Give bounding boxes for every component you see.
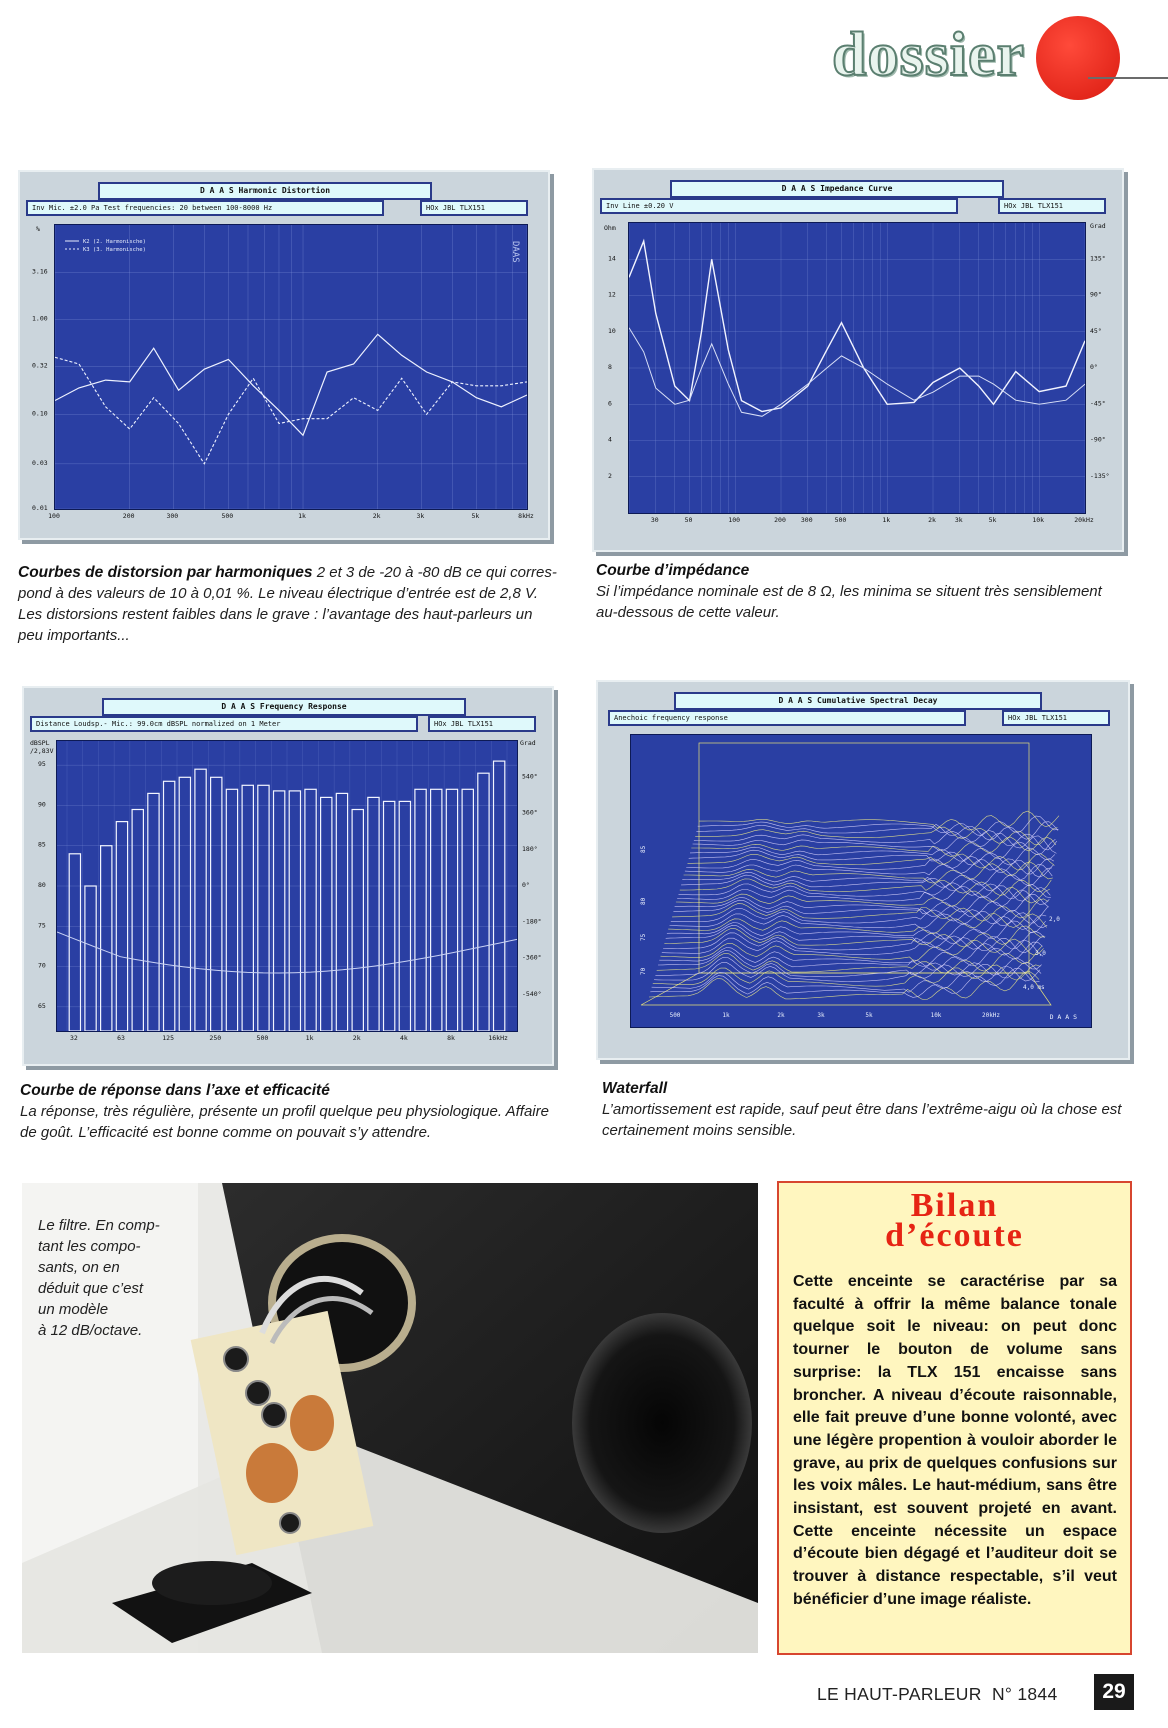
y-tick-label: 90 bbox=[38, 800, 46, 809]
y-tick-label: 80 bbox=[640, 897, 647, 905]
x-tick-label: 8k bbox=[447, 1034, 455, 1042]
caption-line: L’amortissement est rapide, sauf peut être dans l’extrême-aigu où la chose est bbox=[602, 1101, 1122, 1118]
y-tick-label: 14 bbox=[608, 254, 616, 263]
y2-tick-label: -540° bbox=[522, 989, 542, 998]
k2-series-line bbox=[55, 334, 527, 435]
harmonic-caption bbox=[18, 562, 558, 646]
y-unit-left: Ohm bbox=[604, 224, 616, 232]
y2-tick-label: 45° bbox=[1090, 326, 1102, 335]
section-title: dossier bbox=[832, 21, 1025, 89]
dossier-red-circle bbox=[1036, 16, 1120, 100]
x-tick-label: 100 bbox=[48, 512, 60, 520]
bilan-text: Cette enceinte se caractérise par sa faculté à offrir la même balance tonale quelque soit le niveau: on peut donc tourner le bouton de volume sans surprise: la TLX 151 encaisse sans broncher. A niveau d’écoute raisonnable, elle fait preuve d’une bonne volonté, avec une légère propention à vouloir aborder le grave, au prix de quelques confusions sur les voix mâles. Le haut-médium, sans être insistant, est souvent projeté en avant. Cette enceinte nécessite un espace d’écoute bien dégagé et l’auditeur doit se trouver à distance respectable, s’il veut bénéficier d’une image réaliste. bbox=[793, 1273, 1117, 1608]
y-tick-label: 6 bbox=[608, 399, 612, 408]
x-tick-label: 500 bbox=[221, 512, 234, 520]
legend-k2: K2 (2. Harmonische) bbox=[83, 239, 146, 245]
x-tick-label: 500 bbox=[669, 1012, 681, 1019]
x-tick-label: 1k bbox=[305, 1034, 314, 1042]
x-tick-label: 10k bbox=[930, 1012, 942, 1019]
y2-tick-label: -90° bbox=[1090, 435, 1106, 444]
panel-info-right: HOx JBL TLX151 bbox=[420, 200, 528, 216]
crossover-photo bbox=[22, 1183, 758, 1653]
y-unit-label: % bbox=[36, 225, 40, 233]
x-tick-label: 16kHz bbox=[488, 1034, 508, 1042]
frequency-bar bbox=[195, 769, 206, 1031]
x-tick-label: 2k bbox=[777, 1012, 785, 1019]
caption-title: Courbe d’impédance bbox=[596, 562, 750, 579]
photo-caption-line: déduit que c’est bbox=[38, 1280, 144, 1297]
photo-caption-line: un modèle bbox=[38, 1301, 109, 1318]
frequency-plot-area bbox=[56, 740, 518, 1032]
frequency-bar bbox=[384, 801, 395, 1031]
x-tick-label: 63 bbox=[117, 1034, 125, 1042]
waterfall-caption bbox=[602, 1078, 1142, 1141]
frequency-bar bbox=[211, 777, 222, 1031]
y-tick-label: 0.32 bbox=[32, 361, 48, 370]
y-tick-label: 75 bbox=[38, 921, 46, 930]
y-tick-label: 80 bbox=[38, 881, 46, 889]
frequency-bar bbox=[462, 789, 473, 1031]
panel-title: D A A S Cumulative Spectral Decay bbox=[674, 692, 1042, 710]
caption-title: Waterfall bbox=[602, 1080, 668, 1097]
y2-tick-label: 90° bbox=[1090, 290, 1102, 299]
legend-k3: K3 (3. Harmonische) bbox=[83, 247, 146, 253]
frequency-bar bbox=[274, 791, 285, 1031]
x-tick-label: 5k bbox=[471, 512, 480, 520]
x-tick-label: 32 bbox=[69, 1034, 78, 1042]
bilan-title bbox=[779, 1187, 1130, 1254]
y-tick-label: 3.16 bbox=[32, 267, 48, 276]
y2-tick-label: 0° bbox=[1090, 363, 1098, 371]
bilan-title-line2: d’écoute bbox=[885, 1217, 1024, 1254]
waterfall-panel bbox=[596, 680, 1130, 1060]
panel-info-right: HOx JBL TLX151 bbox=[1002, 710, 1110, 726]
x-tick-label: 200 bbox=[774, 516, 786, 524]
x-tick-label: 125 bbox=[162, 1034, 175, 1042]
time-tick-label: 2,0 bbox=[1049, 916, 1060, 923]
frequency-bar bbox=[415, 789, 426, 1031]
x-tick-label: 3k bbox=[954, 516, 963, 524]
caption-line: de goût. L’efficacité est bonne comme on pouvait s’y attendre. bbox=[20, 1124, 432, 1141]
svg-text:/2,83V: /2,83V bbox=[30, 747, 54, 755]
y-tick-label: 70 bbox=[640, 967, 647, 975]
x-tick-label: 5k bbox=[865, 1012, 873, 1019]
frequency-bar bbox=[478, 773, 489, 1031]
frequency-bar bbox=[399, 801, 410, 1031]
y2-tick-label: 0° bbox=[522, 881, 530, 889]
x-tick-label: 200 bbox=[122, 512, 135, 520]
time-tick-label: 4,0 ms bbox=[1023, 984, 1045, 991]
caption-line: peu importants... bbox=[18, 627, 130, 644]
x-tick-label: 3k bbox=[817, 1012, 825, 1019]
x-tick-label: 300 bbox=[800, 516, 813, 524]
x-tick-label: 30 bbox=[650, 516, 659, 524]
y2-tick-label: -135° bbox=[1090, 471, 1110, 480]
caption-line: La réponse, très régulière, présente un profil quelque peu physiologique. Affaire bbox=[20, 1103, 549, 1120]
frequency-bar bbox=[226, 789, 237, 1031]
caption-title: Courbes de distorsion par harmoniques bbox=[18, 564, 313, 581]
frequency-bar bbox=[242, 785, 253, 1031]
y2-tick-label: 540° bbox=[522, 772, 538, 781]
panel-title: D A A S Harmonic Distortion bbox=[98, 182, 432, 200]
x-tick-label: 2k bbox=[928, 516, 936, 524]
photo-caption-line: tant les compo- bbox=[38, 1238, 141, 1255]
time-tick-label: 3,0 bbox=[1035, 950, 1046, 957]
harmonic-distortion-panel bbox=[18, 170, 550, 540]
y-unit-left: dBSPL bbox=[30, 739, 50, 747]
caption-line: pond à des valeurs de 10 à 0,01 %. Le niveau électrique d’entrée est de 2,8 V. bbox=[18, 585, 539, 602]
panel-info-left: Distance Loudsp.- Mic.: 99.0cm dBSPL normalized on 1 Meter bbox=[30, 716, 418, 732]
caption-title: Courbe de réponse dans l’axe et efficacité bbox=[20, 1082, 330, 1099]
bilan-title-line1: Bilan bbox=[910, 1187, 999, 1224]
frequency-bar bbox=[85, 886, 96, 1031]
panel-info-left: Anechoic frequency response bbox=[608, 710, 966, 726]
x-tick-label: 20kHz bbox=[981, 1012, 1001, 1019]
y2-tick-label: -45° bbox=[1090, 399, 1106, 408]
x-tick-label: 500 bbox=[834, 516, 847, 524]
frequency-bar bbox=[289, 791, 300, 1031]
y-tick-label: 85 bbox=[38, 840, 46, 849]
harmonic-plot-area bbox=[54, 224, 528, 510]
caption-body: 2 et 3 de -20 à -80 dB ce qui corres- bbox=[312, 564, 557, 581]
y-tick-label: 95 bbox=[38, 760, 46, 769]
frequency-bar bbox=[352, 810, 363, 1032]
y-tick-label: 4 bbox=[608, 435, 612, 444]
frequency-caption bbox=[20, 1080, 560, 1143]
y-tick-label: 70 bbox=[38, 961, 46, 970]
svg-text:DAAS: DAAS bbox=[510, 241, 520, 263]
y-tick-label: 8 bbox=[608, 363, 612, 371]
photo-caption-line: à 12 dB/octave. bbox=[38, 1322, 143, 1339]
frequency-bar bbox=[148, 793, 159, 1031]
x-tick-label: 10k bbox=[1032, 516, 1045, 524]
bilan-ecoute-box bbox=[777, 1181, 1132, 1655]
frequency-bar bbox=[446, 789, 457, 1031]
impedance-plot-area bbox=[628, 222, 1086, 514]
y-tick-label: 1.00 bbox=[32, 314, 48, 323]
y-tick-label: 0.03 bbox=[32, 458, 48, 467]
caption-line: Les distorsions restent faibles dans le grave : l’avantage des haut-parleurs un bbox=[18, 606, 533, 623]
panel-info-right: HOx JBL TLX151 bbox=[428, 716, 536, 732]
x-tick-label: 1k bbox=[722, 1012, 730, 1019]
frequency-response-panel bbox=[22, 686, 554, 1066]
panel-title: D A A S Frequency Response bbox=[102, 698, 466, 716]
panel-info-right: HOx JBL TLX151 bbox=[998, 198, 1106, 214]
frequency-bar bbox=[101, 846, 112, 1031]
y-tick-label: 75 bbox=[640, 933, 647, 941]
x-tick-label: 3k bbox=[416, 512, 425, 520]
y-tick-label: 85 bbox=[640, 845, 647, 853]
panel-title: D A A S Impedance Curve bbox=[670, 180, 1004, 198]
impedance-caption bbox=[596, 560, 1136, 623]
x-tick-label: 2k bbox=[372, 512, 381, 520]
x-tick-label: 1k bbox=[298, 512, 306, 520]
header-rule bbox=[1088, 77, 1168, 79]
page-number: 29 bbox=[1094, 1674, 1134, 1710]
x-tick-label: 50 bbox=[684, 516, 693, 524]
frequency-bar bbox=[431, 789, 442, 1031]
caption-line: au-dessous de cette valeur. bbox=[596, 604, 780, 621]
frequency-bar bbox=[258, 785, 269, 1031]
panel-info-left: Inv Mic. ±2.0 Pa Test frequencies: 20 between 100-8000 Hz bbox=[26, 200, 384, 216]
x-tick-label: 4k bbox=[399, 1034, 408, 1042]
caption-line: Si l’impédance nominale est de 8 Ω, les minima se situent très sensiblement bbox=[596, 583, 1102, 600]
y2-tick-label: 135° bbox=[1090, 254, 1106, 263]
photo-caption-line: sants, on en bbox=[38, 1259, 120, 1276]
y-unit-right: Grad bbox=[520, 739, 536, 747]
x-tick-label: 20kHz bbox=[1074, 516, 1094, 524]
waterfall-plot-area bbox=[630, 734, 1092, 1028]
frequency-bar bbox=[336, 793, 347, 1031]
frequency-bar bbox=[368, 797, 379, 1031]
y-tick-label: 65 bbox=[38, 1001, 46, 1010]
x-tick-label: 250 bbox=[209, 1034, 222, 1042]
y-tick-label: 10 bbox=[608, 326, 616, 335]
x-tick-label: 300 bbox=[166, 512, 179, 520]
frequency-bar bbox=[179, 777, 190, 1031]
y2-tick-label: 360° bbox=[522, 808, 538, 817]
panel-info-left: Inv Line ±0.20 V bbox=[600, 198, 958, 214]
x-tick-label: 100 bbox=[728, 516, 741, 524]
impedance-magnitude-line bbox=[629, 241, 1085, 411]
brand-label: D A A S bbox=[1049, 1013, 1077, 1021]
photo-caption-line: Le filtre. En comp- bbox=[38, 1217, 160, 1234]
frequency-bar bbox=[321, 797, 332, 1031]
footer-magazine: LE HAUT-PARLEUR N° 1844 bbox=[817, 1684, 1058, 1704]
frequency-bar bbox=[69, 854, 80, 1031]
y-tick-label: 0.10 bbox=[32, 409, 48, 418]
k3-series-line bbox=[55, 357, 527, 464]
y2-tick-label: -180° bbox=[522, 917, 542, 926]
y-tick-label: 0.01 bbox=[32, 504, 48, 512]
y-unit-right: Grad bbox=[1090, 222, 1106, 230]
x-tick-label: 8kHz bbox=[518, 512, 534, 520]
y-tick-label: 12 bbox=[608, 290, 616, 299]
y2-tick-label: -360° bbox=[522, 953, 542, 962]
frequency-bar bbox=[305, 789, 316, 1031]
frequency-bar bbox=[164, 781, 175, 1031]
photo-caption bbox=[38, 1215, 178, 1341]
impedance-curve-panel bbox=[592, 168, 1124, 552]
frequency-bar bbox=[494, 761, 505, 1031]
y2-tick-label: 180° bbox=[522, 844, 538, 853]
caption-line: certainement moins sensible. bbox=[602, 1122, 797, 1139]
x-tick-label: 500 bbox=[256, 1034, 269, 1042]
y-tick-label: 2 bbox=[608, 471, 612, 480]
x-tick-label: 5k bbox=[988, 516, 997, 524]
x-tick-label: 1k bbox=[882, 516, 891, 524]
x-tick-label: 2k bbox=[352, 1034, 361, 1042]
frequency-bar bbox=[132, 810, 143, 1032]
